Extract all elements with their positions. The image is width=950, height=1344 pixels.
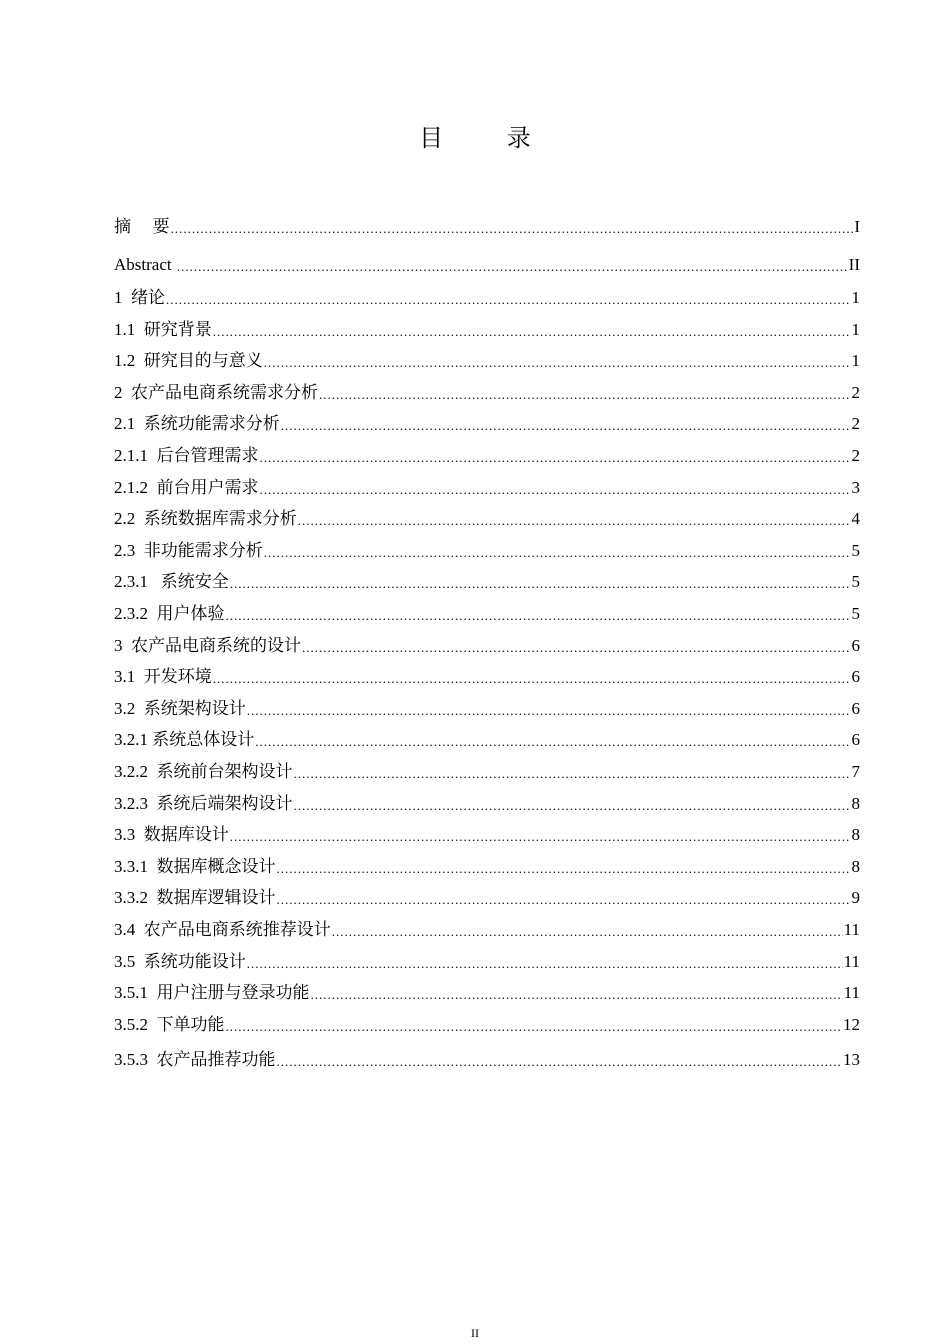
toc-entry-leader xyxy=(247,701,851,721)
toc-entry-page: 11 xyxy=(843,983,860,1002)
toc-entry-leader xyxy=(226,606,851,626)
toc-entry[interactable] xyxy=(114,1048,860,1072)
toc-entry-leader xyxy=(281,416,851,436)
toc-entry-page: 11 xyxy=(843,920,860,939)
page-title: 目 录 xyxy=(419,124,559,152)
toc-entry[interactable] xyxy=(114,570,860,594)
toc-entry[interactable] xyxy=(114,318,860,342)
toc-entry-page: 1 xyxy=(851,320,860,339)
toc-entry-label: 3.5.1 用户注册与登录功能 xyxy=(114,983,310,1002)
toc-entry-label: 2.1.1 后台管理需求 xyxy=(114,446,259,465)
toc-entry[interactable] xyxy=(114,981,860,1005)
toc-entry[interactable] xyxy=(114,602,860,626)
toc-entry-page: 11 xyxy=(843,952,860,971)
toc-entry-label: 3.5.2 下单功能 xyxy=(114,1015,225,1034)
toc-entry-label: Abstract xyxy=(114,255,176,274)
toc-entry-label: 3.4 农产品电商系统推荐设计 xyxy=(114,920,331,939)
toc-entry-label: 1.1 研究背景 xyxy=(114,320,212,339)
toc-entry-page: 8 xyxy=(851,825,860,844)
toc-entry-leader xyxy=(277,890,851,910)
toc-entry-leader xyxy=(260,480,851,500)
toc-entry-page: 1 xyxy=(851,288,860,307)
toc-entry-leader xyxy=(213,322,851,342)
toc-entry-leader xyxy=(247,954,843,974)
toc-entry-page: 6 xyxy=(851,730,860,749)
toc-entry-label: 2.2 系统数据库需求分析 xyxy=(114,509,297,528)
toc-entry-page: 2 xyxy=(851,414,860,433)
toc-entry-page: 3 xyxy=(851,478,860,497)
toc-entry-label: 3.2.2 系统前台架构设计 xyxy=(114,762,293,781)
toc-entry[interactable] xyxy=(114,697,860,721)
toc-entry-label: 2.3.2 用户体验 xyxy=(114,604,225,623)
toc-entry[interactable] xyxy=(114,886,860,910)
toc-entry-leader xyxy=(319,385,851,405)
toc-entry-leader xyxy=(294,764,851,784)
toc-entry-page: 6 xyxy=(851,667,860,686)
toc-entry-leader xyxy=(177,257,848,277)
page-number: II xyxy=(471,1326,479,1340)
toc-entry[interactable] xyxy=(114,381,860,405)
toc-entry-page: I xyxy=(854,217,860,236)
toc-entry-label: 3.2 系统架构设计 xyxy=(114,699,246,718)
toc-entry-label: 3.3.1 数据库概念设计 xyxy=(114,857,276,876)
toc-entry-leader xyxy=(255,732,850,752)
toc-entry-leader xyxy=(298,511,851,531)
toc-entry-page: II xyxy=(848,255,860,274)
toc-entry-label: 摘 要 xyxy=(114,217,170,237)
toc-entry[interactable] xyxy=(114,215,860,239)
toc-entry-page: 2 xyxy=(851,446,860,465)
toc-entry-label: 2.3 非功能需求分析 xyxy=(114,541,263,560)
toc-entry[interactable] xyxy=(114,1013,860,1037)
toc-entry-page: 4 xyxy=(851,509,860,528)
toc-entry-page: 5 xyxy=(851,541,860,560)
toc-entry[interactable] xyxy=(114,728,860,752)
toc-entry-leader xyxy=(213,669,851,689)
toc-entry[interactable] xyxy=(114,665,860,689)
toc-entry[interactable] xyxy=(114,286,860,310)
toc-entry[interactable] xyxy=(114,823,860,847)
toc-entry[interactable] xyxy=(114,476,860,500)
toc-entry-page: 5 xyxy=(851,604,860,623)
toc-entry-leader xyxy=(230,827,851,847)
toc-entry-page: 2 xyxy=(851,383,860,402)
toc-entry-label: 3 农产品电商系统的设计 xyxy=(114,636,301,655)
toc-entry-page: 13 xyxy=(843,1050,860,1069)
toc-entry-label: 1.2 研究目的与意义 xyxy=(114,351,263,370)
toc-entry[interactable] xyxy=(114,950,860,974)
toc-entry-leader xyxy=(166,290,851,310)
toc-entry-page: 9 xyxy=(851,888,860,907)
toc-entry-page: 5 xyxy=(851,572,860,591)
toc-entry-label: 2.1 系统功能需求分析 xyxy=(114,414,280,433)
toc-entry[interactable] xyxy=(114,412,860,436)
toc-entry-leader xyxy=(171,219,854,239)
toc-entry-leader xyxy=(264,353,851,373)
toc-entry-label: 3.1 开发环境 xyxy=(114,667,212,686)
toc-entry-label: 3.3 数据库设计 xyxy=(114,825,229,844)
toc-entry-label: 1 绪论 xyxy=(114,288,165,307)
toc-entry-leader xyxy=(294,796,851,816)
toc-entry[interactable] xyxy=(114,444,860,468)
toc-entry-leader xyxy=(277,1052,843,1072)
toc-entry-page: 12 xyxy=(843,1015,860,1034)
toc-entry-page: 6 xyxy=(851,699,860,718)
toc-entry-label: 2.3.1 系统安全 xyxy=(114,572,229,591)
toc-entry-leader xyxy=(332,922,843,942)
toc-entry-leader xyxy=(230,574,851,594)
toc-entry-label: 3.3.2 数据库逻辑设计 xyxy=(114,888,276,907)
toc-entry[interactable] xyxy=(114,855,860,879)
toc-entry[interactable] xyxy=(114,349,860,373)
toc-entry-page: 7 xyxy=(851,762,860,781)
toc-entry-page: 1 xyxy=(851,351,860,370)
toc-entry[interactable] xyxy=(114,253,860,277)
toc-entry-page: 8 xyxy=(851,794,860,813)
toc-entry[interactable] xyxy=(114,792,860,816)
toc-entry-leader xyxy=(302,638,851,658)
toc-entry-leader xyxy=(311,985,843,1005)
toc-entry-label: 2 农产品电商系统需求分析 xyxy=(114,383,318,402)
toc-entry[interactable] xyxy=(114,507,860,531)
toc-entry[interactable] xyxy=(114,918,860,942)
toc-entry-label: 3.5.3 农产品推荐功能 xyxy=(114,1050,276,1069)
toc-entry-leader xyxy=(260,448,851,468)
toc-entry-label: 2.1.2 前台用户需求 xyxy=(114,478,259,497)
toc-entry-leader xyxy=(226,1017,843,1037)
toc-entry-page: 6 xyxy=(851,636,860,655)
toc-entry[interactable] xyxy=(114,539,860,563)
toc-entry-label: 3.5 系统功能设计 xyxy=(114,952,246,971)
toc-entry-leader xyxy=(264,543,851,563)
toc-entry-label: 3.2.3 系统后端架构设计 xyxy=(114,794,293,813)
toc-entry[interactable] xyxy=(114,760,860,784)
toc-entry-page: 8 xyxy=(851,857,860,876)
toc-entry-leader xyxy=(277,859,851,879)
toc-entry[interactable] xyxy=(114,634,860,658)
toc-entry-label: 3.2.1 系统总体设计 xyxy=(114,730,255,749)
